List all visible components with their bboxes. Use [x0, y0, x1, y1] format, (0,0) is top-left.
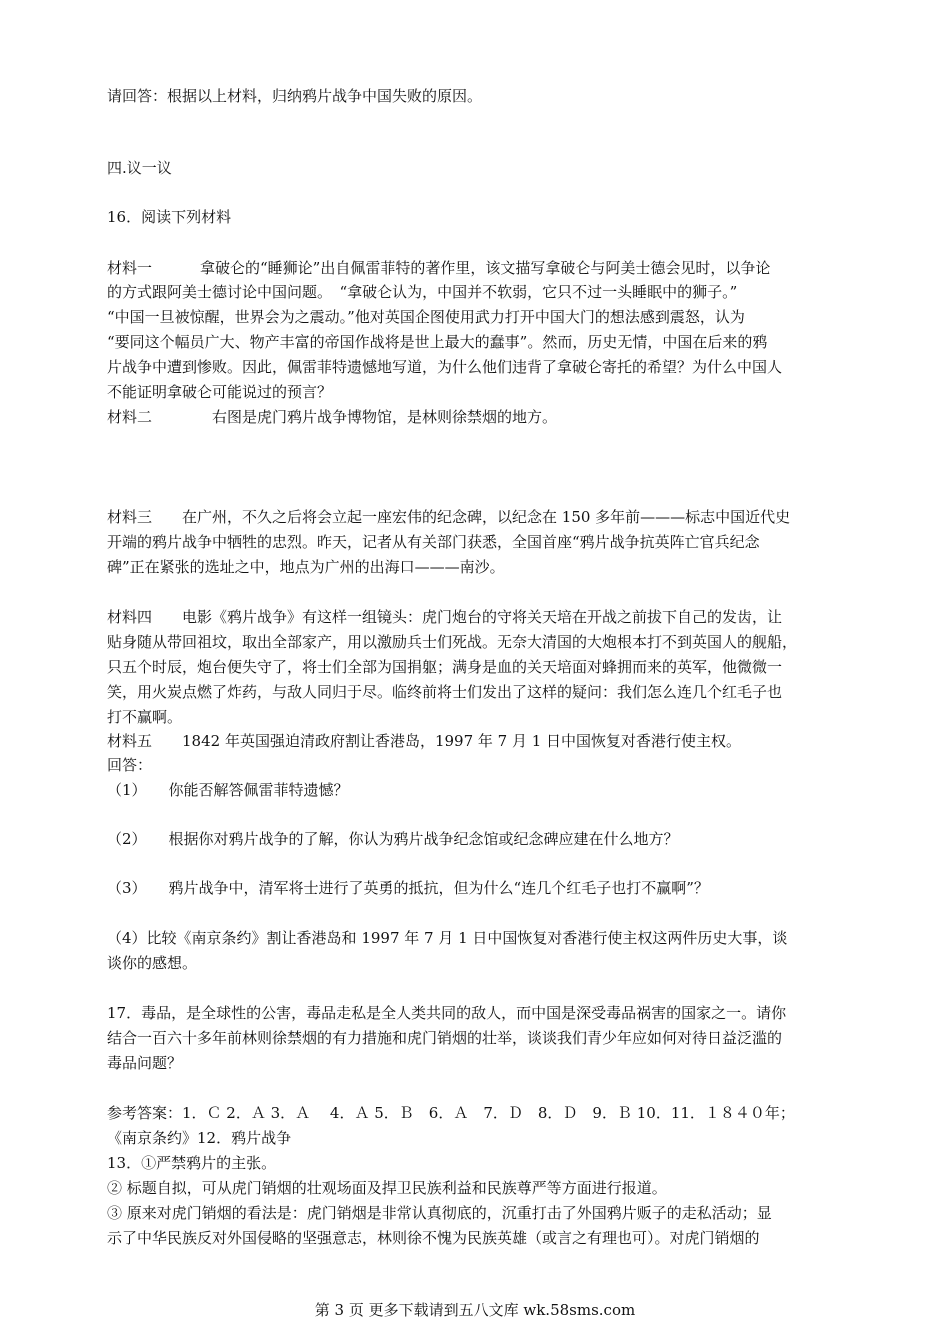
material-3-text: 在广州，不久之后将会立起一座宏伟的纪念碑，以纪念在 150 多年前———标志中国近代史 — [182, 508, 791, 526]
material-1-line-1 — [107, 256, 770, 280]
material-4-line-2: 贴身随从带回祖坟，取出全部家产，用以激励兵士们死战。无奈大清国的大炮根本打不到英国人的舰船， — [107, 633, 798, 651]
question-17-line-2: 结合一百六十多年前林则徐禁烟的有力措施和虎门销烟的壮举，谈谈我们青少年应如何对待日益泛滥的 — [107, 1029, 783, 1047]
question-16-heading: 16．阅读下列材料 — [107, 208, 232, 226]
material-4-line-1 — [107, 605, 782, 629]
reference-answers-line-4: ② 标题自拟，可从虎门销烟的壮观场面及捍卫民族利益和民族尊严等方面进行报道。 — [107, 1179, 667, 1197]
material-1-line-5: 片战争中遭到惨败。因此，佩雷菲特遗憾地写道，为什么他们违背了拿破仑寄托的希望？为什么中国人 — [107, 358, 783, 376]
question-prompt: 请回答：根据以上材料，归纳鸦片战争中国失败的原因。 — [107, 87, 483, 105]
material-4-line-5: 打不赢啊。 — [107, 708, 183, 726]
material-2-label: 材料二 — [107, 408, 153, 426]
section-heading: 四.议一议 — [107, 159, 172, 177]
sub-question-1-text: 你能否解答佩雷菲特遗憾？ — [168, 781, 349, 799]
material-3-label: 材料三 — [107, 508, 153, 526]
material-3-line-3: 碑”正在紧张的选址之中，地点为广州的出海口———南沙。 — [107, 558, 505, 576]
sub-question-4-line-1: （4）比较《南京条约》割让香港岛和 1997 年 7 月 1 日中国恢复对香港行使主权这两件历史大事，谈 — [107, 929, 788, 947]
material-1-line-2: 的方式跟阿美士德讨论中国问题。 “拿破仑认为，中国并不软弱，它只不过一头睡眠中的狮子。” — [107, 283, 738, 301]
material-2-text: 右图是虎门鸦片战争博物馆，是林则徐禁烟的地方。 — [212, 408, 558, 426]
sub-question-1 — [107, 778, 349, 802]
sub-question-1-number: （1） — [107, 781, 147, 799]
sub-question-2 — [107, 827, 679, 851]
material-1-line-3: “中国一旦被惊醒，世界会为之震动。”他对英国企图使用武力打开中国大门的想法感到震怒，认为 — [107, 308, 745, 326]
sub-question-3-text: 鸦片战争中，清军将士进行了英勇的抵抗，但为什么“连几个红毛子也打不赢啊”？ — [168, 879, 709, 897]
sub-question-3-number: （3） — [107, 879, 147, 897]
reference-answers-line-5: ③ 原来对虎门销烟的看法是：虎门销烟是非常认真彻底的，沉重打击了外国鸦片贩子的走私活动；显 — [107, 1204, 772, 1222]
material-5-label: 材料五 — [107, 732, 153, 750]
material-1-label: 材料一 — [107, 259, 153, 277]
question-17-line-1: 17．毒品，是全球性的公害，毒品走私是全人类共同的敌人，而中国是深受毒品祸害的国家之一。请你 — [107, 1004, 787, 1022]
material-2-line — [107, 405, 557, 429]
question-17-line-3: 毒品问题？ — [107, 1054, 183, 1072]
reference-answers-line-6: 示了中华民族反对外国侵略的坚强意志，林则徐不愧为民族英雄（或言之有理也可）。对虎门销烟的 — [107, 1229, 760, 1247]
material-4-label: 材料四 — [107, 608, 153, 626]
reference-answers-line-2: 《南京条约》12．鸦片战争 — [107, 1129, 292, 1147]
page-footer: 第 3 页 更多下载请到五八文库 wk.58sms.com — [314, 1301, 636, 1319]
sub-question-2-text: 根据你对鸦片战争的了解，你认为鸦片战争纪念馆或纪念碑应建在什么地方？ — [168, 830, 679, 848]
material-1-text: 拿破仑的“睡狮论”出自佩雷菲特的著作里，该文描写拿破仑与阿美士德会见时，以争论 — [200, 259, 771, 277]
material-4-text: 电影《鸦片战争》有这样一组镜头：虎门炮台的守将关天培在开战之前拔下自己的发齿，让 — [182, 608, 783, 626]
material-4-line-3: 只五个时辰，炮台便失守了，将士们全部为国捐躯；满身是血的关天培面对蜂拥而来的英军，他微微一 — [107, 658, 783, 676]
material-1-line-6: 不能证明拿破仑可能说过的预言？ — [107, 383, 333, 401]
material-5-line — [107, 729, 741, 753]
sub-question-3 — [107, 876, 709, 900]
reference-answers-line-1: 参考答案：1．Ｃ 2．Ａ 3．Ａ 4．Ａ 5．Ｂ 6．Ａ 7．Ｄ 8．Ｄ 9．Ｂ 10．11．１８４０年； — [107, 1104, 795, 1122]
material-3-line-1 — [107, 505, 790, 529]
answer-label: 回答： — [107, 756, 153, 774]
reference-answers-line-3: 13．①严禁鸦片的主张。 — [107, 1154, 277, 1172]
material-4-line-4: 笑，用火炭点燃了炸药，与敌人同归于尽。临终前将士们发出了这样的疑问：我们怎么连几个红毛子也 — [107, 683, 783, 701]
sub-question-4-line-2: 谈你的感想。 — [107, 954, 198, 972]
material-3-line-2: 开端的鸦片战争中牺牲的忠烈。昨天，记者从有关部门获悉，全国首座“鸦片战争抗英阵亡官兵纪念 — [107, 533, 760, 551]
sub-question-2-number: （2） — [107, 830, 147, 848]
material-5-text: 1842 年英国强迫清政府割让香港岛，1997 年 7 月 1 日中国恢复对香港行使主权。 — [182, 732, 742, 750]
material-1-line-4: “要同这个幅员广大、物产丰富的帝国作战将是世上最大的蠢事”。然而，历史无情，中国在后来的鸦 — [107, 333, 768, 351]
